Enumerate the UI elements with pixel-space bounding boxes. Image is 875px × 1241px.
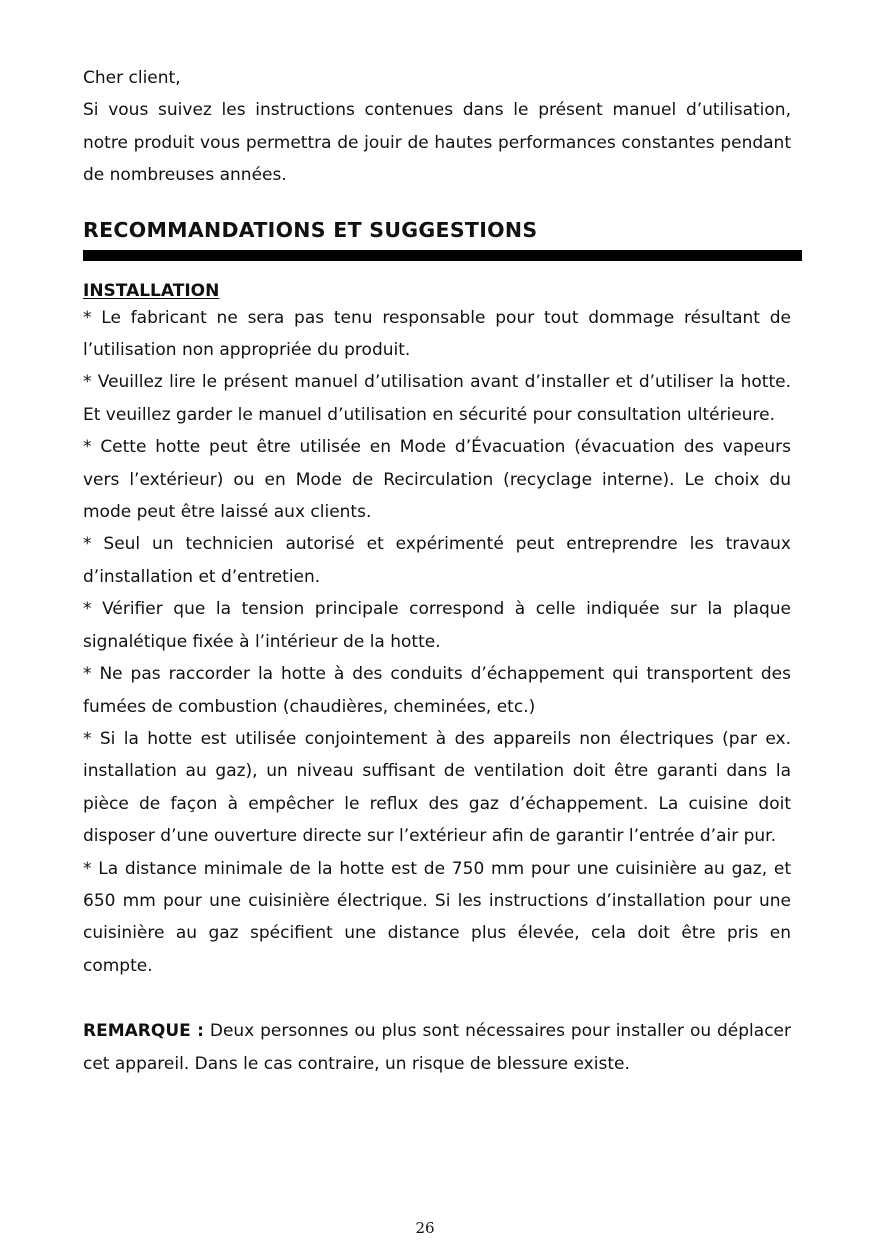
list-item: * La distance minimale de la hotte est de 750 mm pour une cuisinière au gaz, et 650 mm pour une cuisinière électrique. Si les instructions d’installation pour une cuisinière au gaz spécifient une distance plus élevée, cela doit être pris en compte.	[83, 858, 791, 976]
remark-text: Deux personnes ou plus sont nécessaires pour installer ou déplacer cet appareil. Dans le cas contraire, un risque de blessure existe.	[83, 1021, 791, 1074]
section-title: RECOMMANDATIONS ET SUGGESTIONS	[83, 217, 538, 242]
installation-list	[83, 302, 791, 983]
section-rule	[83, 250, 802, 261]
list-item: * Veuillez lire le présent manuel d’utilisation avant d’installer et d’utiliser la hotte. Et veuillez garder le manuel d’utilisation en sécurité pour consultation ultérieure.	[83, 372, 791, 425]
page-number: 26	[415, 1219, 435, 1237]
remark-paragraph	[83, 1015, 791, 1080]
intro-paragraph: Si vous suivez les instructions contenues dans le présent manuel d’utilisation, notre produit vous permettra de jouir de hautes performances constantes pendant de nombreuses années.	[83, 100, 791, 186]
list-item: * Ne pas raccorder la hotte à des conduits d’échappement qui transportent des fumées de combustion (chaudières, cheminées, etc.)	[83, 664, 791, 717]
subsection-title: INSTALLATION	[83, 280, 220, 301]
list-item: * Seul un technicien autorisé et expérimenté peut entreprendre les travaux d’installation et d’entretien.	[83, 534, 791, 587]
greeting: Cher client,	[83, 68, 181, 88]
remark-label: REMARQUE :	[83, 1021, 204, 1042]
document-page	[83, 62, 791, 1080]
list-item: * Cette hotte peut être utilisée en Mode d’Évacuation (évacuation des vapeurs vers l’extérieur) ou en Mode de Recirculation (recyclage interne). Le choix du mode peut être laissé aux clients.	[83, 437, 791, 523]
list-item: * Si la hotte est utilisée conjointement à des appareils non électriques (par ex. installation au gaz), un niveau suffisant de ventilation doit être garanti dans la pièce de façon à empêcher le reflux des gaz d’échappement. La cuisine doit disposer d’une ouverture directe sur l’extérieur afin de garantir l’entrée d’air pur.	[83, 728, 791, 847]
list-item: * Le fabricant ne sera pas tenu responsable pour tout dommage résultant de l’utilisation non appropriée du produit.	[83, 307, 791, 361]
list-item: * Vérifier que la tension principale correspond à celle indiquée sur la plaque signalétique fixée à l’intérieur de la hotte.	[83, 599, 791, 652]
section-header	[83, 218, 802, 261]
